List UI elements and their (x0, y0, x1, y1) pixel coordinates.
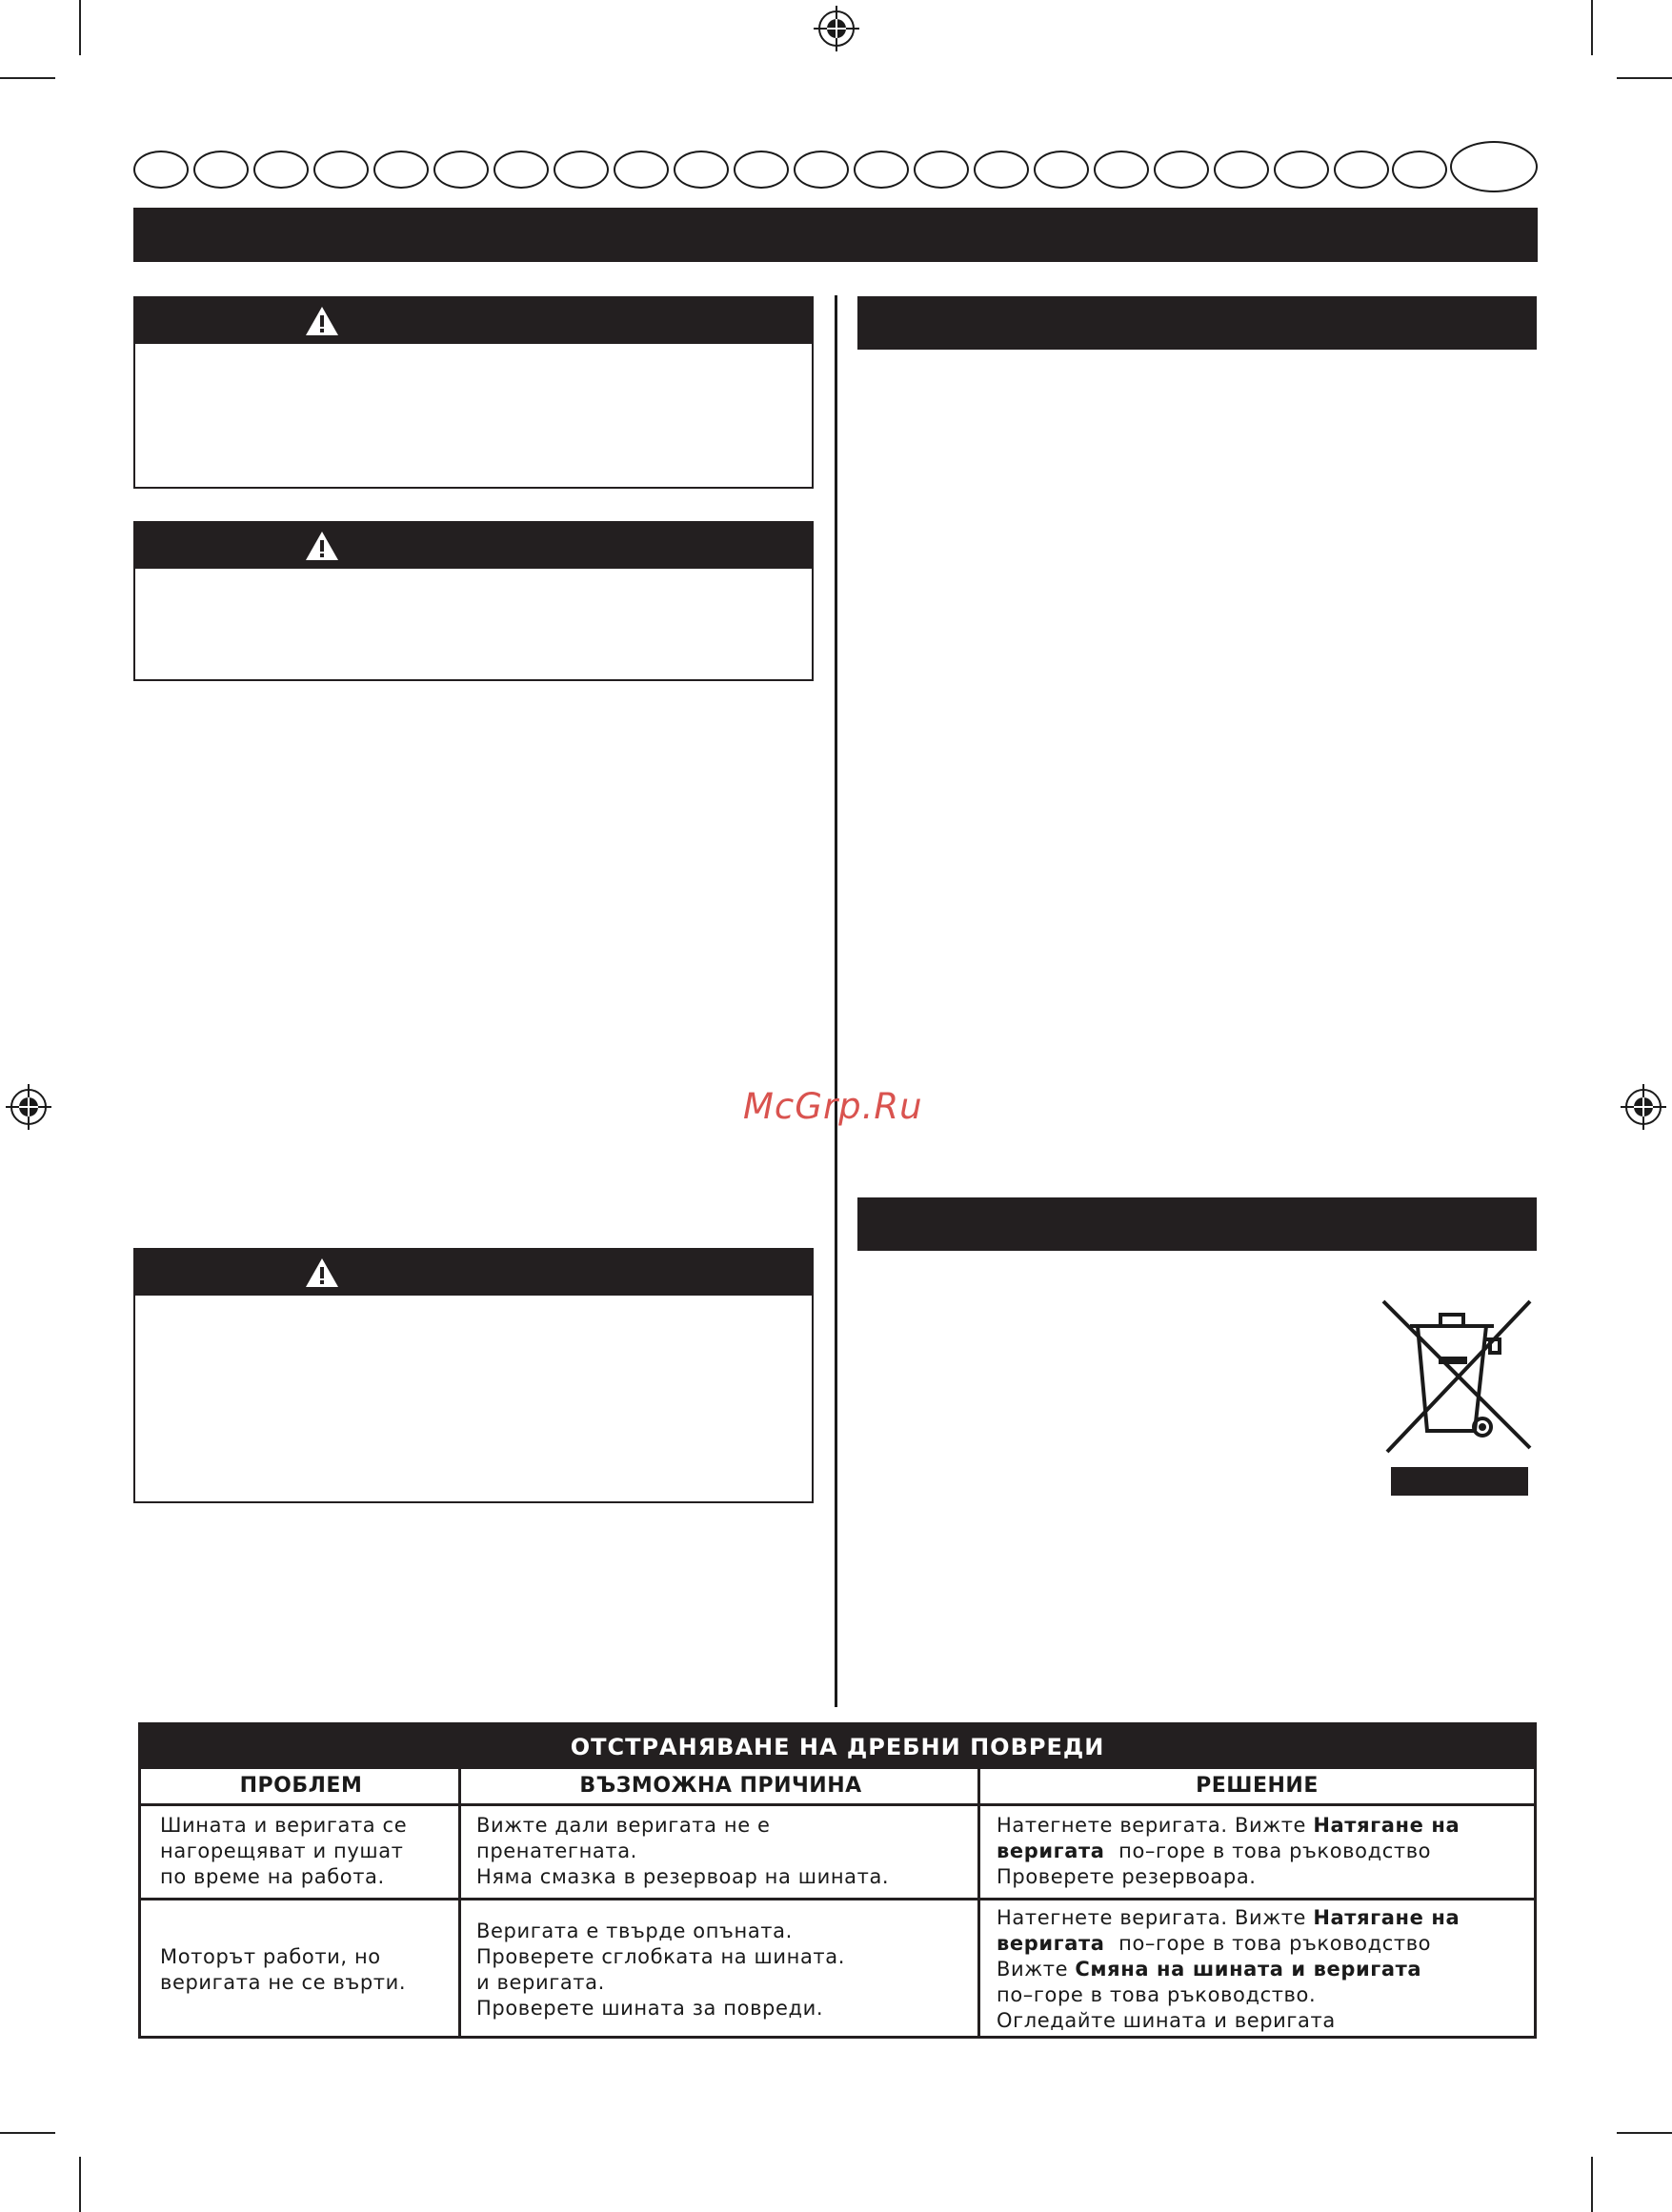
cell-line: Няма смазка в резервоар на шината. (476, 1865, 890, 1888)
table-row-line (141, 1803, 1534, 1806)
cell-line: веригата не се върти. (160, 1971, 407, 1994)
language-pill[interactable] (1392, 151, 1447, 189)
warning-triangle-icon (305, 306, 339, 336)
warning-triangle-icon (305, 531, 339, 561)
table-cell-cause (476, 1813, 976, 1890)
warning-header (135, 1250, 812, 1296)
language-pill[interactable] (133, 151, 189, 189)
registration-mark-icon (814, 6, 859, 51)
language-pill[interactable] (373, 151, 429, 189)
cell-line: пренатегната. (476, 1840, 637, 1862)
crop-mark (1591, 0, 1593, 55)
table-cell-problem (160, 1813, 457, 1890)
solution-ref: Натягане на (1313, 1814, 1460, 1837)
language-pill-active[interactable] (1450, 141, 1538, 192)
language-pill[interactable] (193, 151, 249, 189)
warning-box (133, 296, 814, 489)
language-pill[interactable] (794, 151, 849, 189)
solution-text: Натегнете веригата. Вижте (997, 1906, 1314, 1929)
language-pill[interactable] (1214, 151, 1269, 189)
section-title-bar (133, 208, 1538, 262)
language-pill[interactable] (253, 151, 309, 189)
cell-line: Моторът работи, но (160, 1945, 381, 1968)
registration-mark-icon (6, 1084, 51, 1130)
crop-mark (79, 2157, 81, 2212)
cell-line: Проверете сглобката на шината. (476, 1945, 845, 1968)
header-solution: РЕШЕНИЕ (1196, 1774, 1319, 1798)
language-pill[interactable] (1154, 151, 1209, 189)
solution-ref: Смяна на шината и веригата (1075, 1958, 1422, 1981)
language-pill[interactable] (1274, 151, 1329, 189)
solution-ref: Натягане на (1313, 1906, 1460, 1929)
crop-mark (1591, 2157, 1593, 2212)
cell-line: Вижте дали веригата не е (476, 1814, 771, 1837)
crop-mark (1617, 2132, 1672, 2134)
table-cell-problem (160, 1944, 457, 1996)
cell-line (997, 1839, 1538, 1864)
column-divider (835, 295, 837, 1707)
cell-line: по–горе в това ръководство. (997, 1983, 1317, 2006)
troubleshooting-table (138, 1722, 1537, 2039)
cell-line: нагорещяват и пушат (160, 1840, 404, 1862)
crop-mark (79, 0, 81, 55)
solution-ref: веригата (997, 1840, 1105, 1862)
cell-line: и веригата. (476, 1971, 605, 1994)
language-pill[interactable] (974, 151, 1029, 189)
table-column-line (458, 1769, 461, 2039)
table-title: ОТСТРАНЯВАНЕ НА ДРЕБНИ ПОВРЕДИ (141, 1725, 1534, 1769)
table-cell-solution (997, 1813, 1538, 1890)
header-cause: ВЪЗМОЖНА ПРИЧИНА (579, 1774, 862, 1798)
watermark: McGrp.Ru (743, 1086, 923, 1127)
cell-line: Проверете шината за повреди. (476, 1997, 824, 2020)
solution-ref: веригата (997, 1932, 1105, 1955)
table-cell-solution (997, 1905, 1538, 2034)
warning-header (135, 298, 812, 344)
table-cell-cause (476, 1919, 976, 2021)
language-pill[interactable] (914, 151, 969, 189)
language-pill[interactable] (494, 151, 549, 189)
cell-line: Шината и веригата се (160, 1814, 408, 1837)
language-pill[interactable] (313, 151, 369, 189)
crop-mark (0, 2132, 55, 2134)
crop-mark (1617, 77, 1672, 79)
registration-mark-icon (1621, 1084, 1666, 1130)
language-pill[interactable] (433, 151, 489, 189)
cell-line (997, 1905, 1538, 1931)
cell-line: Огледайте шината и веригата (997, 2009, 1336, 2032)
language-pill[interactable] (1334, 151, 1389, 189)
solution-text: Натегнете веригата. Вижте (997, 1814, 1314, 1837)
solution-text: Вижте (997, 1958, 1076, 1981)
language-pill[interactable] (1094, 151, 1149, 189)
header-problem: ПРОБЛЕМ (239, 1774, 363, 1798)
language-pill[interactable] (734, 151, 789, 189)
language-pill[interactable] (854, 151, 909, 189)
language-pill[interactable] (554, 151, 609, 189)
crossed-out-wheelie-bin-icon (1380, 1297, 1534, 1498)
cell-line (997, 1957, 1538, 1982)
warning-triangle-icon (305, 1257, 339, 1288)
cell-line: Веригата е твърде опъната. (476, 1920, 793, 1942)
table-column-line (977, 1769, 980, 2039)
right-section-bar (857, 296, 1537, 350)
cell-line: Проверете резервоара. (997, 1865, 1257, 1888)
environment-section-bar (857, 1197, 1537, 1251)
warning-box (133, 521, 814, 681)
cell-line (997, 1931, 1538, 1957)
table-row-line (141, 1898, 1534, 1900)
crop-mark (0, 77, 55, 79)
solution-text: по–горе в това ръководство (1104, 1840, 1432, 1862)
warning-box (133, 1248, 814, 1503)
language-pill[interactable] (674, 151, 729, 189)
language-pills (133, 151, 1538, 191)
solution-text: по–горе в това ръководство (1104, 1932, 1432, 1955)
cell-line (997, 1813, 1538, 1839)
cell-line: по време на работа. (160, 1865, 385, 1888)
language-pill[interactable] (1034, 151, 1089, 189)
language-pill[interactable] (614, 151, 669, 189)
warning-header (135, 523, 812, 569)
